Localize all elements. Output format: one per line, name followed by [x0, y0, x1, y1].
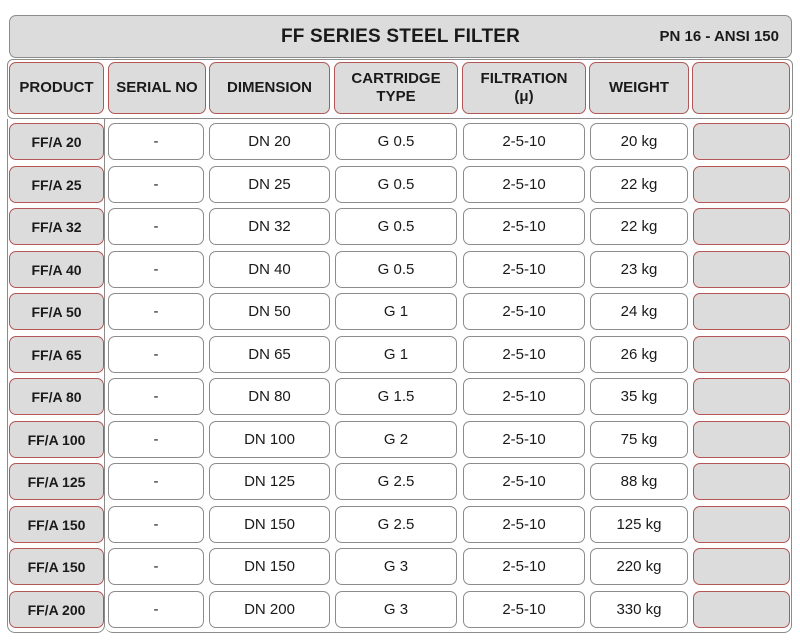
- serial-no-cell-text: -: [153, 558, 159, 575]
- extra-cell: [693, 293, 790, 330]
- extra-cell: [693, 506, 790, 543]
- dimension-cell-text: DN 50: [248, 303, 291, 320]
- serial-no-cell-text: -: [153, 176, 159, 193]
- filtration-cell-text: 2-5-10: [502, 218, 546, 235]
- dimension-cell-text: DN 80: [248, 388, 291, 405]
- product-cell-text: FF/A 200: [27, 601, 86, 618]
- serial-no-cell-text: -: [153, 473, 159, 490]
- filtration-cell-text: 2-5-10: [502, 261, 546, 278]
- weight-cell: [590, 378, 688, 415]
- weight-cell: [590, 166, 688, 203]
- cartridge-type-cell: [335, 166, 457, 203]
- header-filtration-label-line1: FILTRATION: [480, 70, 568, 87]
- cartridge-type-cell: [335, 506, 457, 543]
- extra-cell: [693, 336, 790, 373]
- dimension-cell: [209, 293, 330, 330]
- extra-cell: [693, 463, 790, 500]
- dimension-cell: [209, 166, 330, 203]
- filtration-cell: [463, 166, 585, 203]
- serial-no-cell: [108, 548, 204, 585]
- weight-cell: [590, 548, 688, 585]
- cartridge-type-cell: [335, 336, 457, 373]
- cartridge-type-cell-text: G 0.5: [377, 176, 415, 193]
- header-dimension-label: DIMENSION: [226, 79, 312, 96]
- weight-cell-text: 35 kg: [620, 388, 658, 405]
- extra-cell: [693, 123, 790, 160]
- weight-cell-text: 330 kg: [616, 601, 662, 618]
- filtration-cell: [463, 378, 585, 415]
- extra-cell: [693, 421, 790, 458]
- product-cell-text: FF/A 40: [31, 261, 82, 278]
- dimension-cell-text: DN 20: [248, 133, 291, 150]
- filtration-cell: [463, 251, 585, 288]
- header-serial-no: [108, 62, 206, 114]
- serial-no-cell-text: -: [153, 303, 159, 320]
- serial-no-cell: [108, 336, 204, 373]
- product-cell-text: FF/A 25: [31, 176, 82, 193]
- serial-no-cell-text: -: [153, 133, 159, 150]
- header-extra: [692, 62, 790, 114]
- serial-no-cell-text: -: [153, 261, 159, 278]
- filtration-cell: [463, 123, 585, 160]
- header-weight: [589, 62, 689, 114]
- filtration-cell-text: 2-5-10: [502, 473, 546, 490]
- weight-cell-text: 24 kg: [620, 303, 658, 320]
- cartridge-type-cell: [335, 463, 457, 500]
- product-cell: [9, 548, 104, 585]
- header-product-label: PRODUCT: [19, 79, 94, 96]
- serial-no-cell-text: -: [153, 431, 159, 448]
- weight-cell: [590, 123, 688, 160]
- product-cell: [9, 293, 104, 330]
- serial-no-cell: [108, 166, 204, 203]
- header-dimension: [209, 62, 330, 114]
- product-cell-text: FF/A 100: [27, 431, 86, 448]
- cartridge-type-cell-text: G 0.5: [377, 133, 415, 150]
- cartridge-type-cell: [335, 421, 457, 458]
- weight-cell: [590, 293, 688, 330]
- serial-no-cell: [108, 251, 204, 288]
- weight-cell: [590, 506, 688, 543]
- cartridge-type-cell-text: G 0.5: [377, 218, 415, 235]
- cartridge-type-cell-text: G 1: [383, 303, 409, 320]
- dimension-cell: [209, 591, 330, 628]
- filtration-cell-text: 2-5-10: [502, 516, 546, 533]
- weight-cell: [590, 591, 688, 628]
- product-cell: [9, 166, 104, 203]
- dimension-cell-text: DN 65: [248, 346, 291, 363]
- dimension-cell: [209, 463, 330, 500]
- dimension-cell-text: DN 150: [244, 558, 295, 575]
- weight-cell-text: 20 kg: [620, 133, 658, 150]
- pressure-rating: PN 16 - ANSI 150: [659, 28, 779, 45]
- filtration-cell: [463, 208, 585, 245]
- filtration-cell: [463, 463, 585, 500]
- cartridge-type-cell: [335, 378, 457, 415]
- weight-cell-text: 88 kg: [620, 473, 658, 490]
- serial-no-cell-text: -: [153, 218, 159, 235]
- weight-cell-text: 26 kg: [620, 346, 658, 363]
- extra-cell: [693, 548, 790, 585]
- dimension-cell: [209, 378, 330, 415]
- filtration-cell-text: 2-5-10: [502, 303, 546, 320]
- filtration-cell: [463, 591, 585, 628]
- header-serial-no-label: SERIAL NO: [116, 79, 198, 96]
- serial-no-cell: [108, 293, 204, 330]
- filtration-cell-text: 2-5-10: [502, 431, 546, 448]
- product-cell-text: FF/A 125: [27, 473, 86, 490]
- product-cell: [9, 506, 104, 543]
- extra-cell: [693, 166, 790, 203]
- cartridge-type-cell: [335, 293, 457, 330]
- cartridge-type-cell-text: G 1.5: [377, 388, 415, 405]
- dimension-cell: [209, 251, 330, 288]
- product-cell: [9, 421, 104, 458]
- serial-no-cell-text: -: [153, 516, 159, 533]
- product-cell: [9, 123, 104, 160]
- header-cartridge-label-line2: TYPE: [376, 88, 416, 105]
- filtration-cell: [463, 293, 585, 330]
- weight-cell: [590, 208, 688, 245]
- product-cell: [9, 378, 104, 415]
- weight-cell: [590, 421, 688, 458]
- filtration-cell-text: 2-5-10: [502, 601, 546, 618]
- serial-no-cell-text: -: [153, 388, 159, 405]
- cartridge-type-cell-text: G 2.5: [377, 473, 415, 490]
- header-cartridge-label-line1: CARTRIDGE: [351, 70, 441, 87]
- extra-cell: [693, 378, 790, 415]
- product-cell-text: FF/A 65: [31, 346, 82, 363]
- weight-cell-text: 220 kg: [616, 558, 662, 575]
- cartridge-type-cell-text: G 2.5: [377, 516, 415, 533]
- cartridge-type-cell-text: G 3: [383, 601, 409, 618]
- filtration-cell: [463, 548, 585, 585]
- product-cell-text: FF/A 150: [27, 516, 86, 533]
- serial-no-cell: [108, 506, 204, 543]
- cartridge-type-cell-text: G 2: [383, 431, 409, 448]
- dimension-cell-text: DN 25: [248, 176, 291, 193]
- product-cell: [9, 463, 104, 500]
- cartridge-type-cell-text: G 1: [383, 346, 409, 363]
- filtration-cell-text: 2-5-10: [502, 388, 546, 405]
- weight-cell-text: 22 kg: [620, 218, 658, 235]
- serial-no-cell-text: -: [153, 601, 159, 618]
- table-title: FF SERIES STEEL FILTER: [280, 25, 521, 47]
- product-cell-text: FF/A 80: [31, 388, 82, 405]
- filtration-cell: [463, 336, 585, 373]
- serial-no-cell: [108, 208, 204, 245]
- dimension-cell: [209, 506, 330, 543]
- dimension-cell-text: DN 150: [244, 516, 295, 533]
- serial-no-cell: [108, 123, 204, 160]
- weight-cell-text: 23 kg: [620, 261, 658, 278]
- filtration-cell: [463, 506, 585, 543]
- cartridge-type-cell: [335, 548, 457, 585]
- dimension-cell: [209, 336, 330, 373]
- weight-cell: [590, 251, 688, 288]
- product-cell-text: FF/A 50: [31, 303, 82, 320]
- header-filtration: [462, 62, 586, 114]
- dimension-cell-text: DN 32: [248, 218, 291, 235]
- cartridge-type-cell: [335, 591, 457, 628]
- weight-cell-text: 22 kg: [620, 176, 658, 193]
- filtration-cell-text: 2-5-10: [502, 346, 546, 363]
- weight-cell-text: 75 kg: [620, 431, 658, 448]
- serial-no-cell: [108, 591, 204, 628]
- filtration-cell-text: 2-5-10: [502, 558, 546, 575]
- serial-no-cell-text: -: [153, 346, 159, 363]
- product-cell-text: FF/A 32: [31, 218, 82, 235]
- product-cell: [9, 591, 104, 628]
- filtration-cell-text: 2-5-10: [502, 176, 546, 193]
- serial-no-cell: [108, 421, 204, 458]
- extra-cell: [693, 591, 790, 628]
- dimension-cell-text: DN 200: [244, 601, 295, 618]
- product-cell-text: FF/A 150: [27, 558, 86, 575]
- dimension-cell-text: DN 125: [244, 473, 295, 490]
- header-product: [9, 62, 104, 114]
- dimension-cell-text: DN 100: [244, 431, 295, 448]
- product-cell: [9, 251, 104, 288]
- dimension-cell: [209, 421, 330, 458]
- dimension-cell: [209, 208, 330, 245]
- weight-cell: [590, 336, 688, 373]
- serial-no-cell: [108, 378, 204, 415]
- dimension-cell-text: DN 40: [248, 261, 291, 278]
- filtration-cell: [463, 421, 585, 458]
- header-filtration-label-line2: (μ): [514, 88, 534, 105]
- extra-cell: [693, 251, 790, 288]
- extra-cell: [693, 208, 790, 245]
- header-cartridge-type: [334, 62, 458, 114]
- cartridge-type-cell: [335, 123, 457, 160]
- product-cell: [9, 208, 104, 245]
- product-cell: [9, 336, 104, 373]
- dimension-cell: [209, 548, 330, 585]
- title-bar: [9, 15, 792, 58]
- cartridge-type-cell: [335, 251, 457, 288]
- cartridge-type-cell-text: G 3: [383, 558, 409, 575]
- product-cell-text: FF/A 20: [31, 133, 82, 150]
- cartridge-type-cell: [335, 208, 457, 245]
- filtration-cell-text: 2-5-10: [502, 133, 546, 150]
- cartridge-type-cell-text: G 0.5: [377, 261, 415, 278]
- weight-cell-text: 125 kg: [616, 516, 662, 533]
- serial-no-cell: [108, 463, 204, 500]
- dimension-cell: [209, 123, 330, 160]
- weight-cell: [590, 463, 688, 500]
- header-weight-label: WEIGHT: [609, 79, 669, 96]
